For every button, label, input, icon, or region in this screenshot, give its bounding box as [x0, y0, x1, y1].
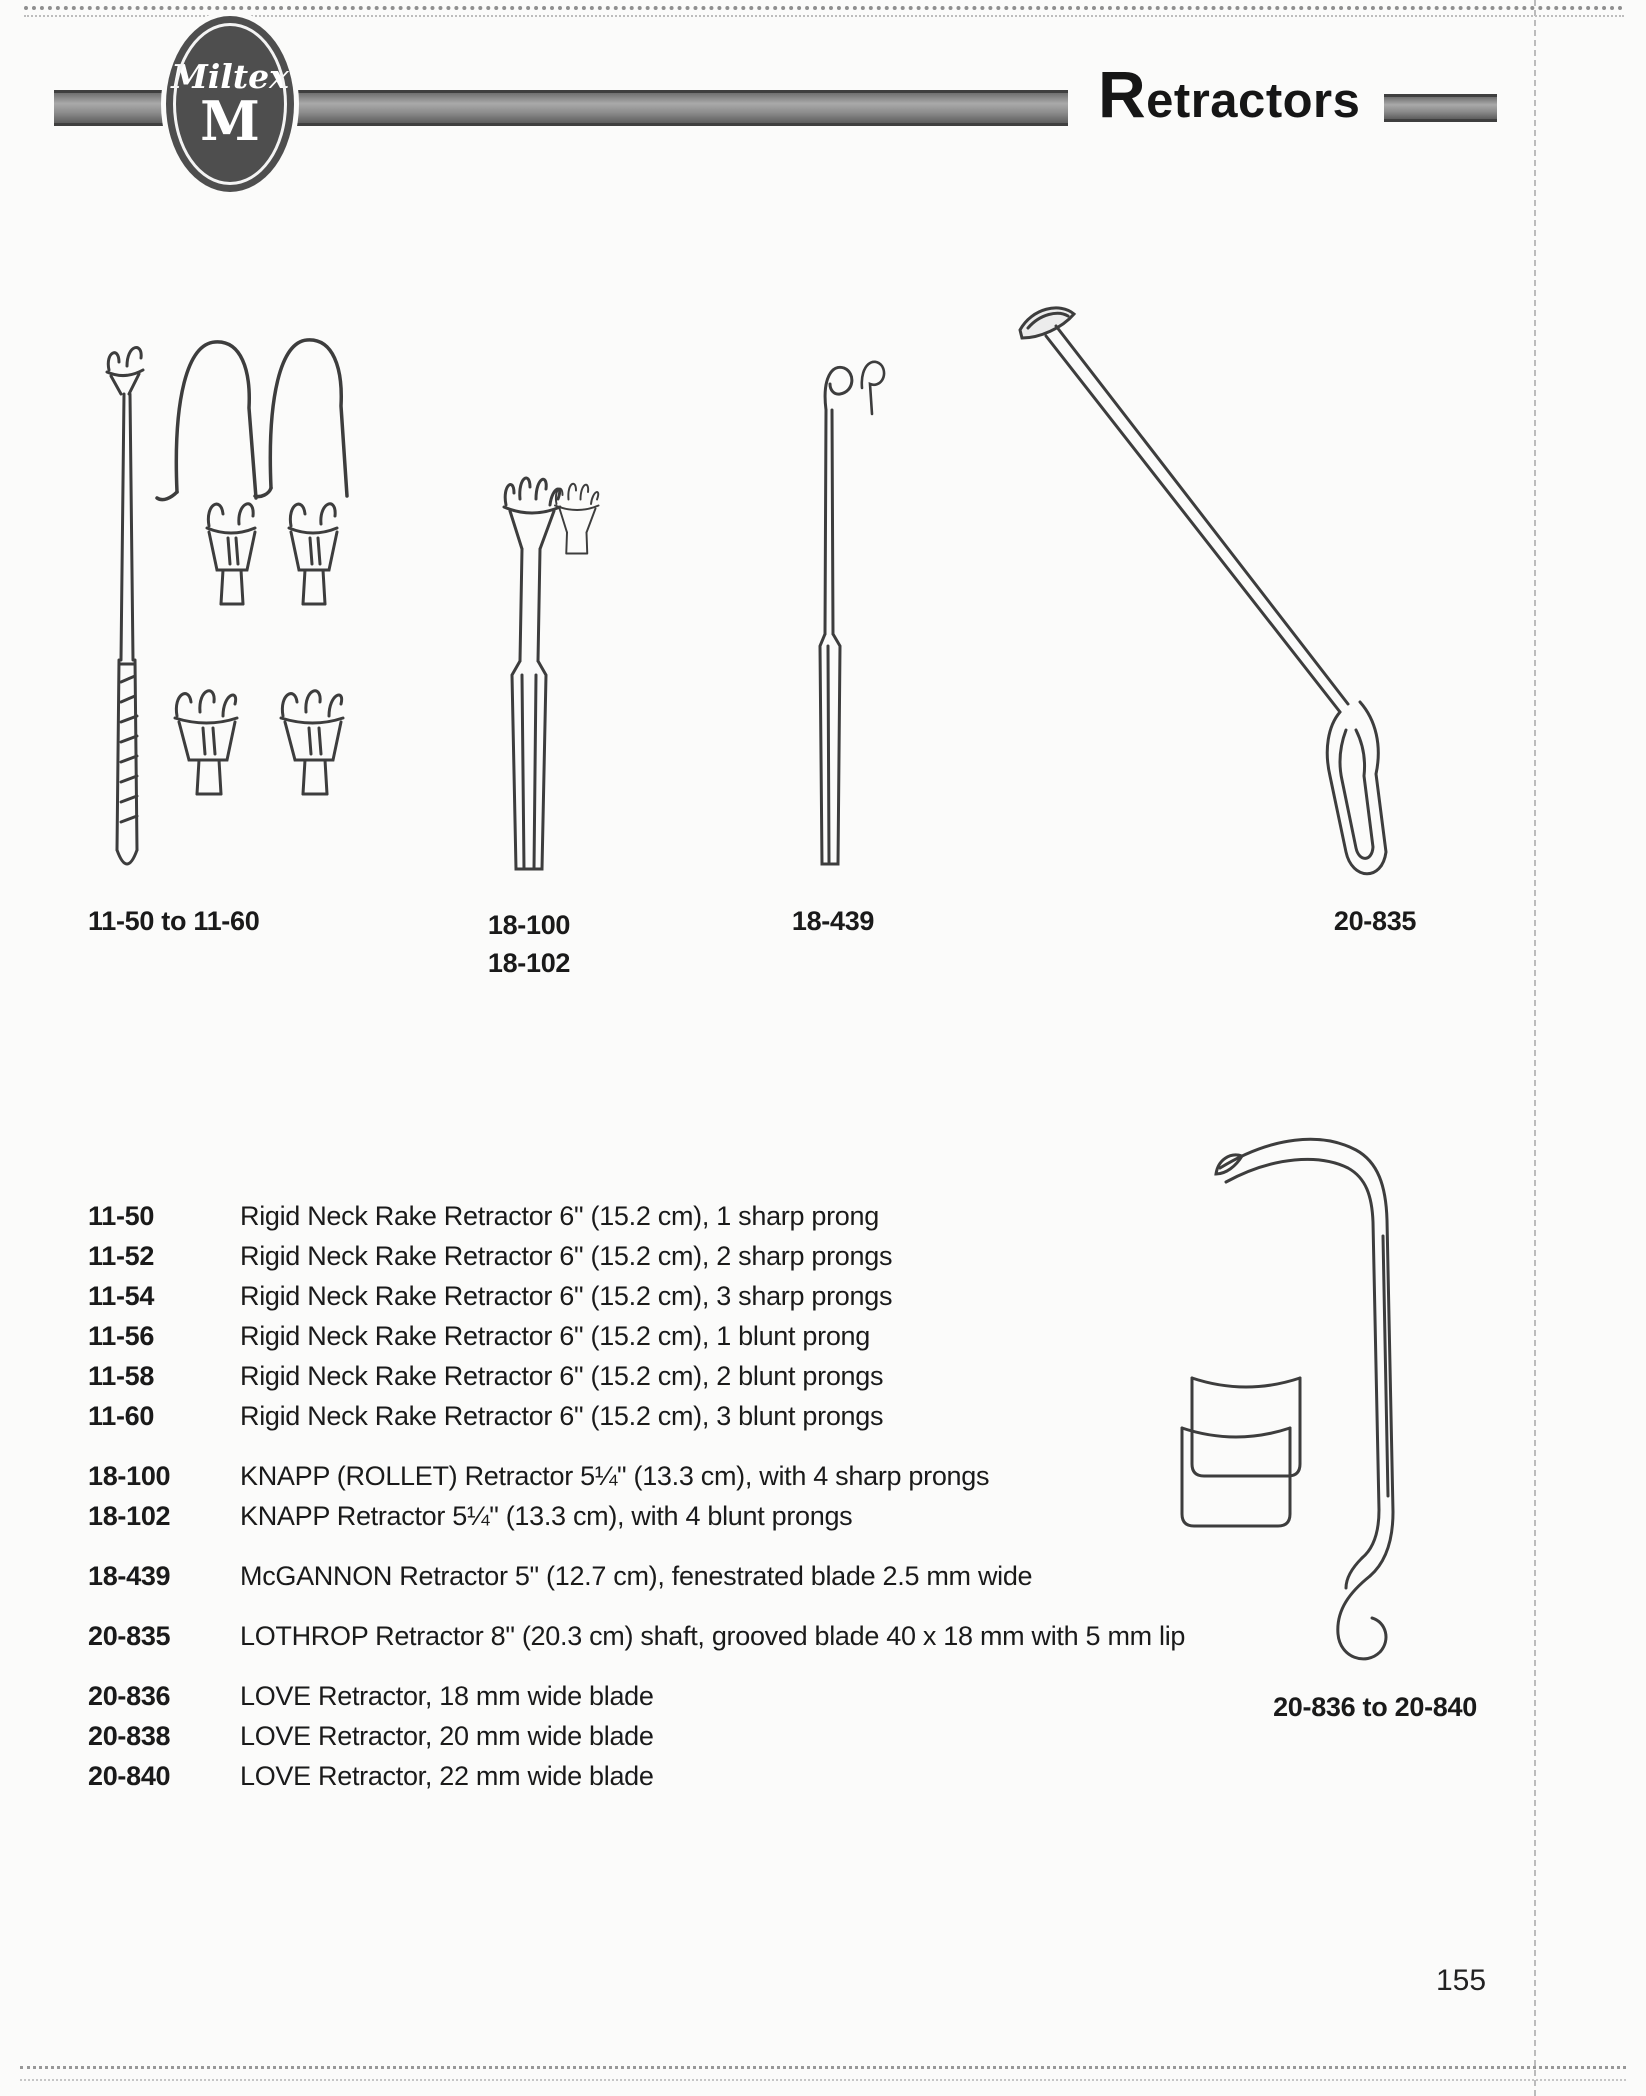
product-description: Rigid Neck Rake Retractor 6" (15.2 cm), 2 sharp prongs [240, 1240, 893, 1271]
product-code: 18-102 [88, 1500, 171, 1531]
product-row [88, 1196, 1168, 1236]
product-description: McGANNON Retractor 5" (12.7 cm), fenestrated blade 2.5 mm wide [240, 1560, 1033, 1591]
page-number: 155 [1436, 1964, 1487, 1997]
product-row [88, 1716, 1168, 1756]
figure-caption-knapp-bottom: 18-102 [487, 948, 571, 978]
lothrop-retractor-illustration [1010, 300, 1414, 900]
product-row [88, 1616, 1186, 1656]
figure-caption-knapp-top: 18-100 [487, 910, 571, 940]
product-code: 20-836 [88, 1680, 171, 1711]
product-row [88, 1556, 1168, 1596]
product-code: 11-50 [88, 1200, 155, 1231]
product-code: 11-58 [88, 1360, 155, 1391]
product-description: KNAPP (ROLLET) Retractor 5¼" (13.3 cm), with 4 sharp prongs [240, 1460, 990, 1491]
product-description: Rigid Neck Rake Retractor 6" (15.2 cm), 3 sharp prongs [240, 1280, 893, 1311]
figure-caption-lothrop: 20-835 [1333, 906, 1417, 936]
product-description: LOTHROP Retractor 8" (20.3 cm) shaft, grooved blade 40 x 18 mm with 5 mm lip [240, 1620, 1186, 1651]
product-code: 11-52 [88, 1240, 155, 1271]
product-code: 18-100 [88, 1460, 171, 1491]
miltex-logo [166, 16, 294, 192]
product-code: 20-840 [88, 1760, 171, 1791]
miltex-logo-letter: M [200, 88, 260, 153]
product-row [88, 1496, 1168, 1536]
love-retractor-illustration [1172, 1116, 1478, 1688]
product-description: Rigid Neck Rake Retractor 6" (15.2 cm), 1 blunt prong [240, 1320, 870, 1351]
product-row [88, 1316, 1168, 1356]
product-row [88, 1396, 1168, 1436]
product-description: LOVE Retractor, 18 mm wide blade [240, 1680, 654, 1711]
product-row [88, 1676, 1168, 1716]
product-code: 11-60 [88, 1400, 155, 1431]
right-border-line [1534, 0, 1536, 2096]
product-code: 20-838 [88, 1720, 171, 1751]
product-row [88, 1236, 1168, 1276]
figure-caption-mcgannon: 18-439 [791, 906, 875, 936]
product-description: Rigid Neck Rake Retractor 6" (15.2 cm), 1 sharp prong [240, 1200, 879, 1231]
figure-caption-knapp [468, 906, 590, 982]
bottom-border-line [20, 2066, 1626, 2069]
product-code: 11-54 [88, 1280, 155, 1311]
top-border-line-2 [24, 15, 1624, 17]
top-border-line [24, 6, 1624, 10]
product-row [88, 1756, 1168, 1796]
bottom-border-line-2 [20, 2079, 1626, 2081]
product-row [88, 1356, 1168, 1396]
product-row [88, 1456, 1168, 1496]
header-banner-right-segment [1384, 94, 1497, 122]
product-code: 11-56 [88, 1320, 155, 1351]
product-description: LOVE Retractor, 20 mm wide blade [240, 1720, 654, 1751]
product-code: 20-835 [88, 1620, 171, 1651]
product-description: Rigid Neck Rake Retractor 6" (15.2 cm), 3 blunt prongs [240, 1400, 884, 1431]
product-description: KNAPP Retractor 5¼" (13.3 cm), with 4 blunt prongs [240, 1500, 853, 1531]
page-title: Retractors [1098, 57, 1361, 131]
mcgannon-retractor-illustration [792, 344, 888, 884]
product-description: LOVE Retractor, 22 mm wide blade [240, 1760, 654, 1791]
product-description: Rigid Neck Rake Retractor 6" (15.2 cm), 2 blunt prongs [240, 1360, 884, 1391]
product-list [88, 1196, 1186, 1796]
product-row [88, 1276, 1168, 1316]
knapp-retractor-illustration [480, 465, 602, 881]
product-code: 18-439 [88, 1560, 171, 1591]
figure-caption-rake-set: 11-50 to 11-60 [88, 906, 260, 936]
miltex-logo-script: Miltex [171, 56, 289, 96]
rake-retractor-set-illustration [81, 330, 381, 890]
figure-caption-love: 20-836 to 20-840 [1273, 1692, 1477, 1722]
